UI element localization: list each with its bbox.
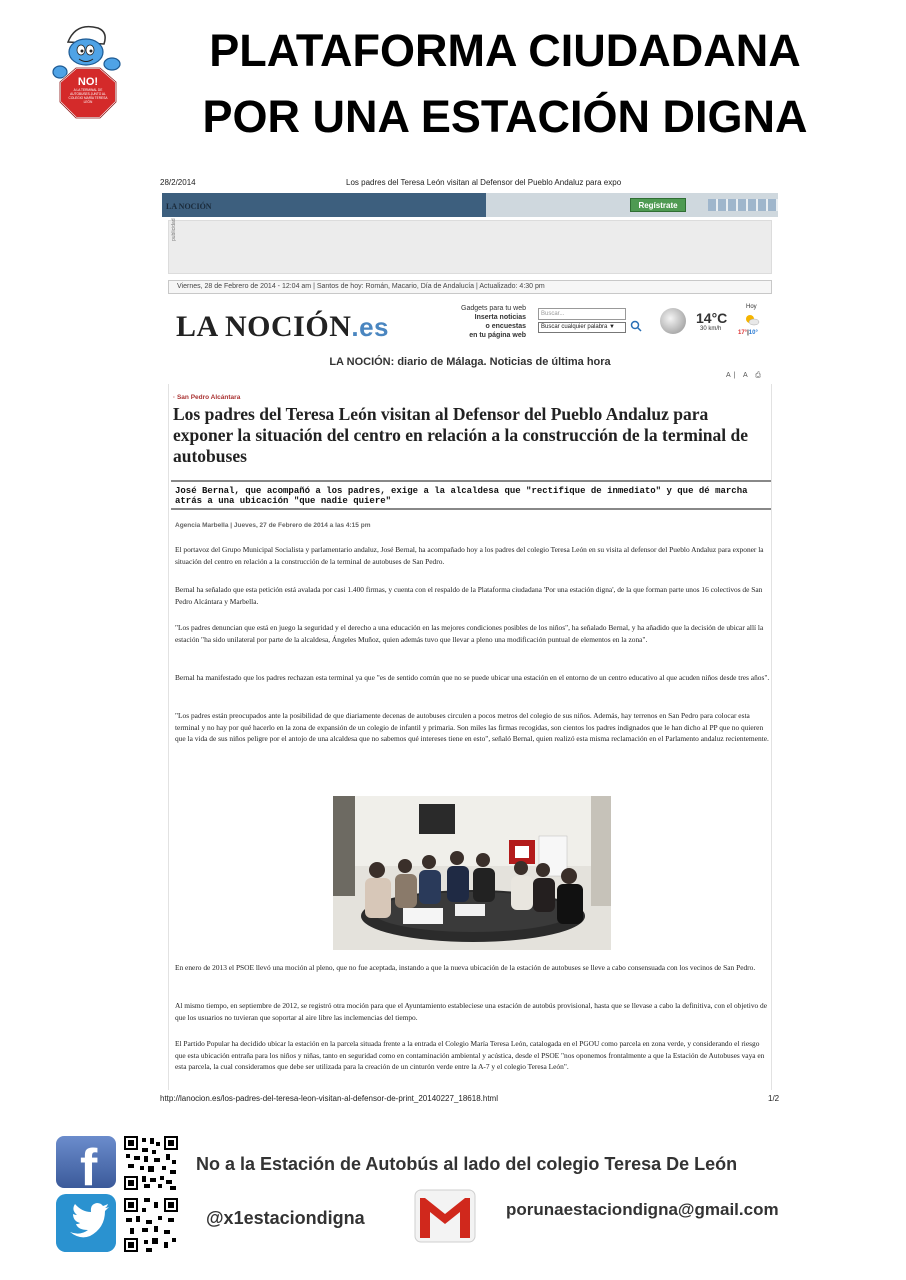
site-tagline: LA NOCIÓN: diario de Málaga. Noticias de última hora <box>329 356 611 368</box>
footer-slogan: No a la Estación de Autobús al lado del colegio Teresa De León <box>196 1154 738 1174</box>
paragraph-3: "Los padres denuncian que está en juego la seguridad y el derecho a una educación en las mejores condiciones posibles de los niños", ha señalado Bernal, y ha añadido que la decisión de ubicar allí la estación "ha sido unilateral por parte de la alcaldesa, Ángeles Muñoz, quien además tuvo que llevar a pleno una modificación puntual de elementos en la zona". <box>175 623 764 644</box>
meeting-photo <box>333 796 611 950</box>
twitter-handle[interactable]: @x1estaciondigna <box>206 1208 365 1228</box>
date-bar: Viernes, 28 de Febrero de 2014 - 12:04 am | Santos de hoy: Román, Macario, Día de Andalucía | Actualizado: 4:30 pm <box>168 280 772 294</box>
weather-today-label: Hoy <box>746 304 757 310</box>
weather-min: 10° <box>748 330 758 336</box>
qr-code-facebook <box>124 1136 178 1190</box>
sun-cloud-icon <box>744 314 760 326</box>
poster-title <box>150 18 860 150</box>
print-date: 28/2/2014 <box>160 178 196 187</box>
divider <box>171 508 771 510</box>
search-mode-value: Buscar cualquier palabra <box>541 324 608 330</box>
section-tag[interactable]: · San Pedro Alcántara <box>173 394 241 401</box>
paragraph-6: En enero de 2013 el PSOE llevó una moción al pleno, que no fue aceptada, instando a que la nueva ubicación de la estación de autobuses se lleve a cabo consensuada con los vecinos de San Pedro. <box>175 963 756 972</box>
gadgets-line3: o encuestas <box>485 323 526 330</box>
gadgets-line4: en tu página web <box>469 332 526 339</box>
facebook-icon[interactable] <box>56 1136 116 1188</box>
paragraph-4: Bernal ha manifestado que los padres rechazan esta terminal ya que "es de sentido común que no se puede ubicar una estación en el entorno de un centro educativo al que acuden niños desde tres años". <box>175 673 770 682</box>
register-button[interactable]: Regístrate <box>630 198 686 212</box>
weather-wind: 30 km/h <box>700 326 722 332</box>
poster-title-line2: POR UNA ESTACIÓN DIGNA <box>202 91 808 142</box>
logo-sign-text: NO! <box>77 76 99 88</box>
gadgets-line2: Inserta noticias <box>474 314 526 321</box>
site-masthead[interactable] <box>176 310 389 344</box>
masthead-main: LA NOCIÓN <box>176 310 352 343</box>
moon-weather-icon <box>660 308 686 334</box>
ad-label: publicidad <box>171 218 177 241</box>
print-url: http://lanocion.es/los-padres-del-teresa-leon-visitan-al-defensor-de-print_20140227_18618.html <box>160 1094 498 1103</box>
masthead-suffix: .es <box>351 312 390 342</box>
article-body <box>168 384 772 1090</box>
search-mode-select[interactable]: Buscar cualquier palabra ▼ <box>538 322 626 333</box>
divider <box>171 480 771 482</box>
article-subhead: José Bernal, que acompañó a los padres, exige a la alcaldesa que "rectifique de inmediato" y que dé marcha atrás a una ubicación "que nadie quiere" <box>175 486 748 506</box>
site-top-bar <box>162 193 778 217</box>
gmail-icon[interactable] <box>414 1186 476 1246</box>
print-page-number: 1/2 <box>768 1094 780 1103</box>
facebook-letter: f <box>80 1139 98 1188</box>
topbar-brand: LA NOCIÓN <box>166 202 212 211</box>
search-icon[interactable] <box>630 320 642 332</box>
contact-email[interactable]: porunaestaciondigna@gmail.com <box>506 1200 779 1219</box>
paragraph-8: El Partido Popular ha decidido ubicar la estación en la parcela situada frente a la entrada el Colegio María Teresa León, catalogada en el PGOU como parcela en zona verde, y considerando el riesgo que esta ubicación entraña para los niños y niñas, tanto en seguridad como en contaminación ambiental y acústica, desde el PSOE "nos oponemos frontalmente a que la Estación de Autobuses vaya en esta parcela, la cual consideramos que debe ser utilizada para la creación de un cinturón verde entre la A-7 y el colegio Teresa León". <box>175 1039 765 1071</box>
article-headline: Los padres del Teresa León visitan al Defensor del Pueblo Andaluz para exponer la situación del centro en relación a la construcción de la terminal de autobuses <box>173 404 749 466</box>
poster-title-line1: PLATAFORMA CIUDADANA <box>209 25 801 76</box>
smurf-no-sign-logo <box>46 22 130 126</box>
twitter-icon[interactable] <box>56 1194 116 1252</box>
print-page-title: Los padres del Teresa León visitan al Defensor del Pueblo Andaluz para expo <box>346 178 622 187</box>
weather-temperature: 14°C <box>696 310 728 326</box>
paragraph-5: "Los padres están preocupados ante la posibilidad de que diariamente decenas de autobuses circulen a pocos metros del colegio de sus niños. Además, hay terrenos en San Pedro para colocar esta terminal y no hay por qué hacerlo en la zona de expansión de un colegio de infantil y primaria. Son miles las firmas recogidas, son cientos los padres indignados que le han dicho al PP que no quieren que la vida de sus niños peligre por el antojo de una alcaldesa que no sabemos qué intereses tiene en esto", señaló Bernal, quien realizó esta misma reclamación en el Parlamento andaluz recientemente. <box>175 711 769 743</box>
printed-article-page <box>160 190 780 1090</box>
text-size-print-tools[interactable]: A| A ⎙ <box>726 372 764 379</box>
paragraph-2: Bernal ha señalado que esta petición está avalada por casi 1.400 firmas, y cuenta con el respaldo de la Plataforma ciudadana 'Por una estación digna', de la que forman parte unos 16 colectivos de San Pedro Alcántara y Marbella. <box>175 585 763 606</box>
paragraph-1: El portavoz del Grupo Municipal Socialista y parlamentario andaluz, José Bernal, ha acompañado hoy a los padres del colegio Teresa León en su visita al defensor del Pueblo Andaluz para exponer la situación del centro en relación a la construcción de la terminal de autobuses de San Pedro. <box>175 545 764 566</box>
ad-banner[interactable] <box>168 220 772 274</box>
gadgets-line1: Gadgets para tu web <box>461 305 526 312</box>
gadgets-promo[interactable] <box>438 304 526 340</box>
weather-max: 17° <box>738 330 748 336</box>
qr-code-twitter <box>124 1198 178 1252</box>
logo-sign-small-text: A LA TERMINAL DE AUTOBUSES JUNTO AL COLEGIO MARÍA TERESA LEÓN <box>68 88 108 104</box>
search-input[interactable]: Buscar... <box>538 308 626 320</box>
article-byline: Agencia Marbella | Jueves, 27 de Febrero de 2014 a las 4:15 pm <box>175 522 371 529</box>
social-links-strip[interactable] <box>708 199 778 211</box>
weather-minmax: 17°|10° <box>738 330 758 336</box>
paragraph-7: Al mismo tiempo, en septiembre de 2012, se registró otra moción para que el Ayuntamiento estableciese una estación de autobús provisional, hasta que se llevase a cabo la definitiva, con el objetivo de que los usuarios no tuvieran que soportar al aire libre las inclemencias del tiempo. <box>175 1001 768 1022</box>
